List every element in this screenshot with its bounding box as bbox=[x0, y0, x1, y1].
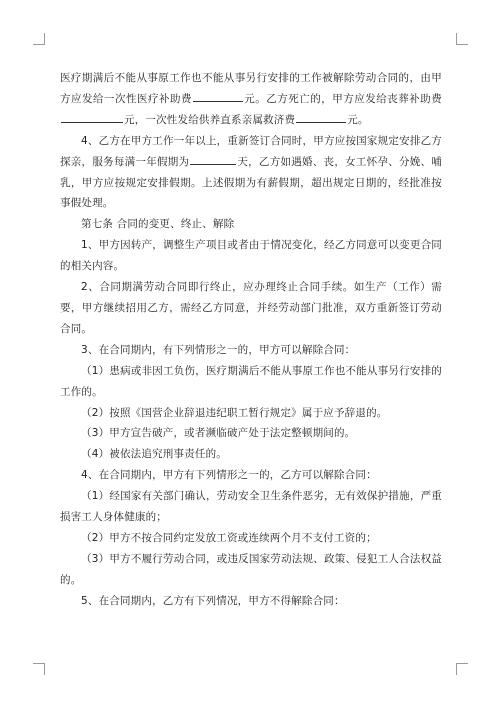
paragraph-text: 4、乙方在甲方工作一年以上，重新签订合同时，甲方应按国家规定安排乙方探亲，服务每满一年假期为 bbox=[60, 134, 442, 168]
paragraph-text: （3）甲方不履行劳动合同，或违反国家劳动法规、政策、侵犯工人合法权益的。 bbox=[60, 552, 442, 586]
paragraph-text: （4）被依法追究刑事责任的。 bbox=[81, 448, 227, 461]
paragraph bbox=[60, 423, 442, 444]
paragraph bbox=[60, 486, 442, 528]
paragraph bbox=[60, 131, 442, 215]
paragraph-text: （2）甲方不按合同约定发放工资或连续两个月不支付工资的； bbox=[81, 531, 377, 544]
paragraph-text: 元。乙方死亡的，甲方应发给丧葬补助费 bbox=[244, 92, 442, 105]
paragraph-text: （3）甲方宣告破产，或者濒临破产处于法定整顿期间的。 bbox=[81, 427, 356, 440]
paragraph bbox=[60, 549, 442, 591]
paragraph-text: 4、在合同期内，甲方有下列情形之一的，乙方可以解除合同： bbox=[81, 469, 377, 482]
paragraph-text: 1、甲方因转产，调整生产项目或者由于情况变化，经乙方同意可以变更合同的相关内容。 bbox=[60, 239, 442, 273]
paragraph bbox=[60, 214, 442, 235]
paragraph bbox=[60, 444, 442, 465]
paragraph-text: （1）患病或非因工负伤，医疗期满后不能从事原工作也不能从事另行安排的工作的。 bbox=[60, 364, 442, 398]
crop-mark-bottom-left bbox=[33, 663, 45, 675]
paragraph bbox=[60, 277, 442, 340]
paragraph bbox=[60, 591, 442, 612]
paragraph bbox=[60, 235, 442, 277]
paragraph-text: 5、在合同期内，乙方有下列情况，甲方不得解除合同： bbox=[81, 594, 345, 607]
fill-in-blank[interactable] bbox=[193, 92, 243, 102]
paragraph bbox=[60, 403, 442, 424]
paragraph bbox=[60, 465, 442, 486]
paragraph-text: 元，一次性发给供养直系亲属救济费 bbox=[124, 113, 296, 126]
paragraph bbox=[60, 340, 442, 361]
paragraph-text: （1）经国家有关部门确认，劳动安全卫生条件恶劣，无有效保护措施，严重损害工人身体健康的； bbox=[60, 490, 442, 524]
paragraph bbox=[60, 68, 442, 131]
fill-in-blank[interactable] bbox=[190, 155, 236, 165]
paragraph-text: 天，乙方如遇婚、丧，女工怀孕、分娩、哺乳，甲方应按规定安排假期。上述假期为有薪假期，超出规定日期的，经批准按事假处理。 bbox=[60, 155, 442, 210]
paragraph-text: 第七条 合同的变更、终止、解除 bbox=[81, 218, 235, 231]
fill-in-blank[interactable] bbox=[296, 113, 346, 123]
crop-mark-top-left bbox=[33, 33, 45, 45]
fill-in-blank[interactable] bbox=[61, 113, 123, 123]
paragraph-text: 2、合同期满劳动合同即行终止，应办理终止合同手续。如生产（工作）需要，甲方继续招用乙方，需经乙方同意，并经劳动部门批准，双方重新签订劳动合同。 bbox=[60, 281, 442, 335]
paragraph bbox=[60, 361, 442, 403]
paragraph-text: 元。 bbox=[347, 113, 369, 126]
paragraph-text: 医疗期满后不能从事原工作也不能从事另行安排的工作被解除劳动合同的，由甲方应发给一次性医疗补助费 bbox=[60, 72, 442, 105]
crop-mark-bottom-right bbox=[456, 663, 468, 675]
paragraph-text: （2）按照《国营企业辞退违纪职工暂行规定》属于应予辞退的。 bbox=[81, 406, 388, 419]
document-body bbox=[60, 68, 442, 612]
paragraph bbox=[60, 528, 442, 549]
paragraph-text: 3、在合同期内，有下列情形之一的，甲方可以解除合同： bbox=[81, 343, 356, 356]
crop-mark-top-right bbox=[456, 33, 468, 45]
